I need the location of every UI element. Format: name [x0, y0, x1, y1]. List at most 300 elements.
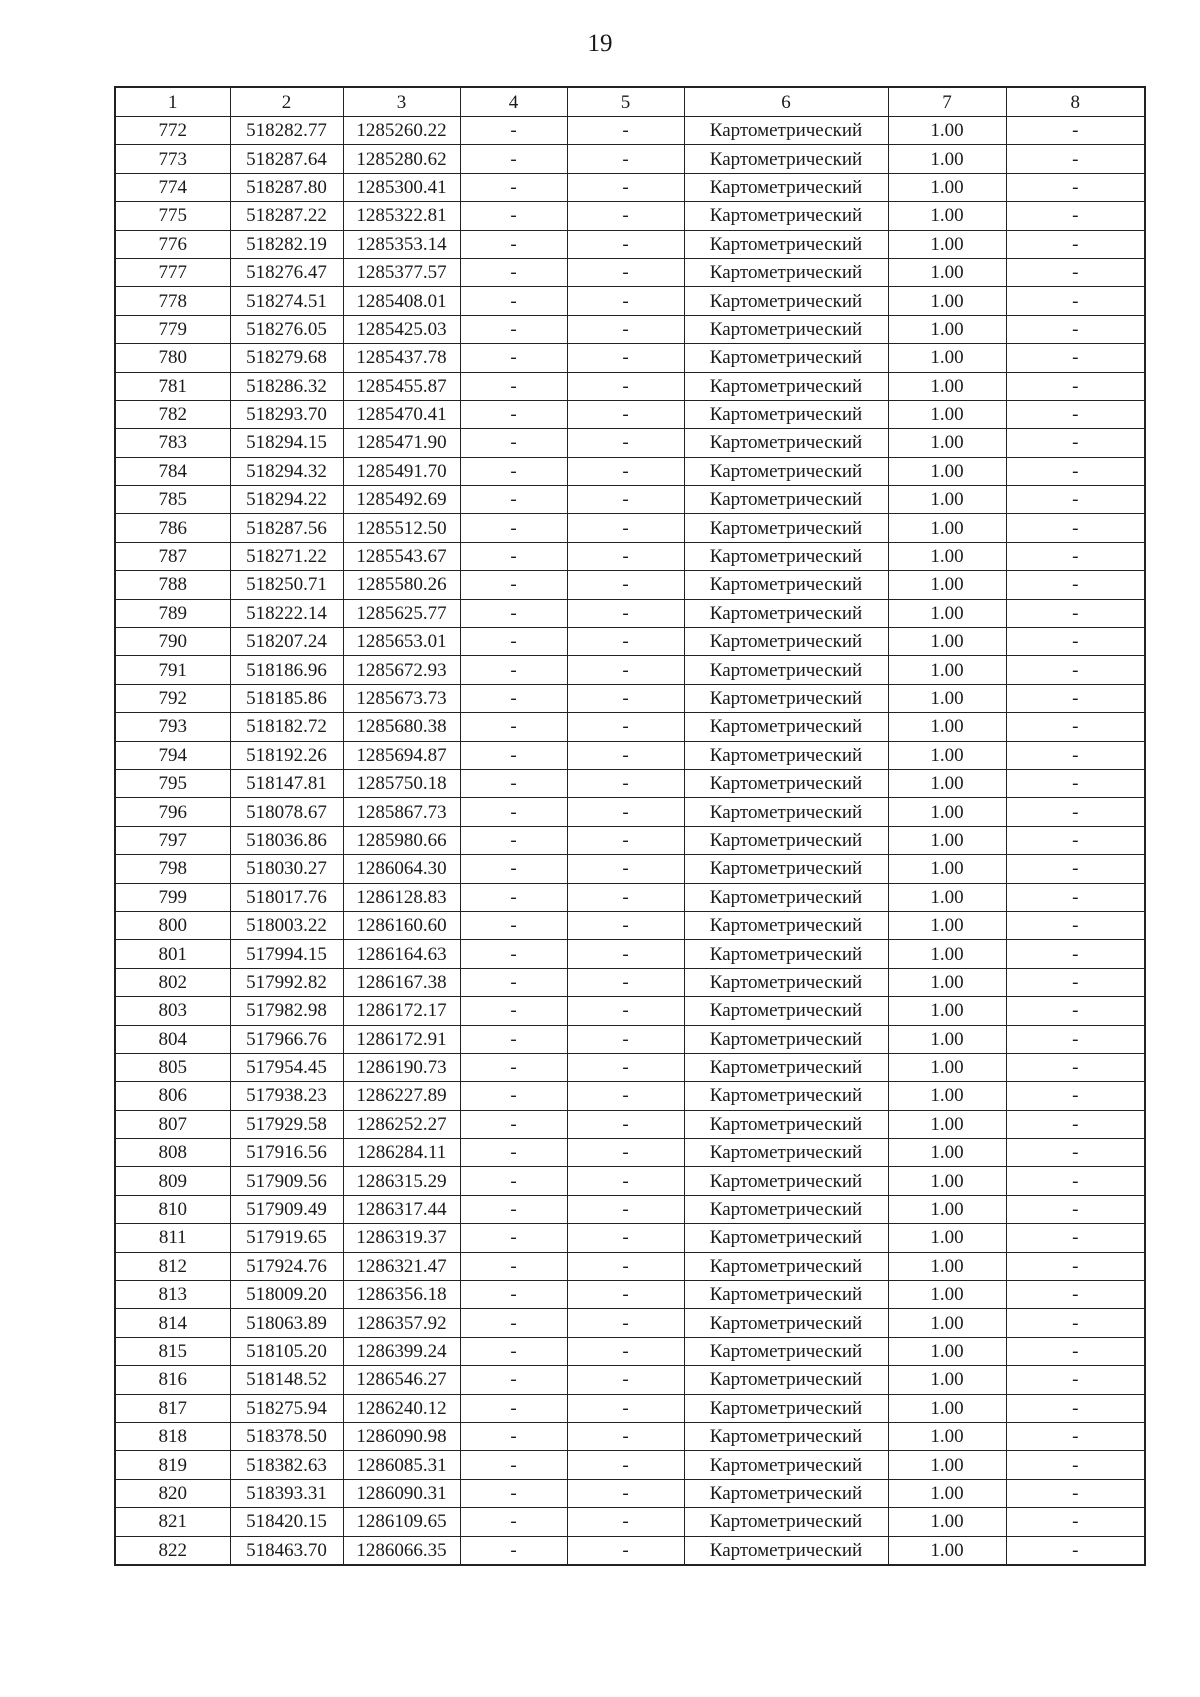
- cell-column-5: -: [567, 656, 684, 684]
- cell-column-8: -: [1006, 911, 1145, 939]
- cell-precision: 1.00: [888, 1110, 1006, 1138]
- cell-precision: 1.00: [888, 457, 1006, 485]
- cell-y-coordinate: 1285672.93: [343, 656, 460, 684]
- cell-point-number: 819: [115, 1451, 230, 1479]
- cell-x-coordinate: 517954.45: [230, 1053, 343, 1081]
- cell-point-number: 772: [115, 117, 230, 145]
- cell-x-coordinate: 517992.82: [230, 968, 343, 996]
- cell-y-coordinate: 1285425.03: [343, 315, 460, 343]
- cell-method: Картометрический: [684, 656, 888, 684]
- cell-point-number: 777: [115, 258, 230, 286]
- cell-method: Картометрический: [684, 684, 888, 712]
- cell-column-8: -: [1006, 429, 1145, 457]
- table-row: [115, 1536, 1145, 1565]
- cell-precision: 1.00: [888, 1025, 1006, 1053]
- cell-column-8: -: [1006, 1536, 1145, 1565]
- cell-precision: 1.00: [888, 1195, 1006, 1223]
- cell-column-5: -: [567, 571, 684, 599]
- cell-column-8: -: [1006, 1281, 1145, 1309]
- cell-x-coordinate: 518030.27: [230, 855, 343, 883]
- cell-x-coordinate: 518286.32: [230, 372, 343, 400]
- cell-precision: 1.00: [888, 656, 1006, 684]
- cell-x-coordinate: 518287.64: [230, 145, 343, 173]
- cell-point-number: 776: [115, 230, 230, 258]
- cell-precision: 1.00: [888, 1422, 1006, 1450]
- cell-x-coordinate: 518063.89: [230, 1309, 343, 1337]
- cell-point-number: 799: [115, 883, 230, 911]
- table-row: [115, 769, 1145, 797]
- cell-column-4: -: [460, 1366, 567, 1394]
- cell-column-5: -: [567, 429, 684, 457]
- cell-x-coordinate: 518282.19: [230, 230, 343, 258]
- cell-point-number: 821: [115, 1508, 230, 1536]
- cell-y-coordinate: 1286066.35: [343, 1536, 460, 1565]
- cell-column-8: -: [1006, 798, 1145, 826]
- cell-column-4: -: [460, 1337, 567, 1365]
- cell-x-coordinate: 517966.76: [230, 1025, 343, 1053]
- cell-point-number: 794: [115, 741, 230, 769]
- cell-column-8: -: [1006, 1366, 1145, 1394]
- cell-method: Картометрический: [684, 1508, 888, 1536]
- cell-column-5: -: [567, 826, 684, 854]
- cell-y-coordinate: 1285408.01: [343, 287, 460, 315]
- cell-column-8: -: [1006, 940, 1145, 968]
- cell-column-5: -: [567, 1025, 684, 1053]
- cell-column-8: -: [1006, 1337, 1145, 1365]
- cell-precision: 1.00: [888, 542, 1006, 570]
- cell-method: Картометрический: [684, 1337, 888, 1365]
- cell-x-coordinate: 518078.67: [230, 798, 343, 826]
- table-row: [115, 230, 1145, 258]
- cell-precision: 1.00: [888, 1394, 1006, 1422]
- cell-point-number: 783: [115, 429, 230, 457]
- cell-method: Картометрический: [684, 542, 888, 570]
- cell-column-8: -: [1006, 628, 1145, 656]
- table-row: [115, 1337, 1145, 1365]
- cell-precision: 1.00: [888, 1082, 1006, 1110]
- table-row: [115, 514, 1145, 542]
- table-row: [115, 713, 1145, 741]
- cell-column-8: -: [1006, 684, 1145, 712]
- cell-x-coordinate: 518148.52: [230, 1366, 343, 1394]
- cell-column-5: -: [567, 1536, 684, 1565]
- cell-x-coordinate: 518185.86: [230, 684, 343, 712]
- table-row: [115, 315, 1145, 343]
- cell-method: Картометрический: [684, 1053, 888, 1081]
- cell-y-coordinate: 1285491.70: [343, 457, 460, 485]
- cell-precision: 1.00: [888, 400, 1006, 428]
- cell-x-coordinate: 517938.23: [230, 1082, 343, 1110]
- cell-column-4: -: [460, 571, 567, 599]
- cell-column-4: -: [460, 202, 567, 230]
- cell-method: Картометрический: [684, 940, 888, 968]
- cell-column-8: -: [1006, 741, 1145, 769]
- cell-method: Картометрический: [684, 514, 888, 542]
- cell-point-number: 780: [115, 344, 230, 372]
- cell-column-8: -: [1006, 1422, 1145, 1450]
- cell-point-number: 802: [115, 968, 230, 996]
- cell-column-4: -: [460, 1195, 567, 1223]
- cell-y-coordinate: 1286399.24: [343, 1337, 460, 1365]
- cell-precision: 1.00: [888, 1479, 1006, 1507]
- cell-precision: 1.00: [888, 1337, 1006, 1365]
- cell-column-4: -: [460, 1536, 567, 1565]
- cell-precision: 1.00: [888, 769, 1006, 797]
- cell-method: Картометрический: [684, 1082, 888, 1110]
- cell-y-coordinate: 1286090.31: [343, 1479, 460, 1507]
- cell-method: Картометрический: [684, 117, 888, 145]
- table-row: [115, 883, 1145, 911]
- cell-method: Картометрический: [684, 230, 888, 258]
- table-row: [115, 628, 1145, 656]
- cell-column-5: -: [567, 798, 684, 826]
- table-row: [115, 1167, 1145, 1195]
- cell-column-4: -: [460, 855, 567, 883]
- cell-column-8: -: [1006, 173, 1145, 201]
- column-header-8: 8: [1006, 87, 1145, 117]
- cell-precision: 1.00: [888, 599, 1006, 627]
- cell-column-4: -: [460, 1252, 567, 1280]
- column-header-5: 5: [567, 87, 684, 117]
- cell-column-8: -: [1006, 117, 1145, 145]
- cell-method: Картометрический: [684, 145, 888, 173]
- cell-precision: 1.00: [888, 798, 1006, 826]
- cell-column-8: -: [1006, 1451, 1145, 1479]
- cell-y-coordinate: 1285260.22: [343, 117, 460, 145]
- cell-column-4: -: [460, 769, 567, 797]
- cell-method: Картометрический: [684, 1167, 888, 1195]
- cell-column-8: -: [1006, 1053, 1145, 1081]
- cell-column-4: -: [460, 1053, 567, 1081]
- cell-precision: 1.00: [888, 940, 1006, 968]
- cell-column-5: -: [567, 855, 684, 883]
- cell-column-8: -: [1006, 258, 1145, 286]
- cell-method: Картометрический: [684, 287, 888, 315]
- cell-column-5: -: [567, 968, 684, 996]
- cell-precision: 1.00: [888, 1224, 1006, 1252]
- table-row: [115, 457, 1145, 485]
- cell-precision: 1.00: [888, 1167, 1006, 1195]
- cell-point-number: 795: [115, 769, 230, 797]
- cell-precision: 1.00: [888, 997, 1006, 1025]
- cell-point-number: 814: [115, 1309, 230, 1337]
- cell-y-coordinate: 1286172.17: [343, 997, 460, 1025]
- cell-point-number: 803: [115, 997, 230, 1025]
- cell-column-5: -: [567, 1394, 684, 1422]
- cell-point-number: 808: [115, 1139, 230, 1167]
- cell-column-5: -: [567, 940, 684, 968]
- cell-x-coordinate: 518420.15: [230, 1508, 343, 1536]
- cell-column-5: -: [567, 1110, 684, 1138]
- cell-column-4: -: [460, 883, 567, 911]
- table-row: [115, 1110, 1145, 1138]
- cell-column-4: -: [460, 173, 567, 201]
- cell-y-coordinate: 1285377.57: [343, 258, 460, 286]
- cell-x-coordinate: 518003.22: [230, 911, 343, 939]
- cell-method: Картометрический: [684, 798, 888, 826]
- table-row: [115, 571, 1145, 599]
- cell-column-5: -: [567, 344, 684, 372]
- cell-method: Картометрический: [684, 1195, 888, 1223]
- cell-method: Картометрический: [684, 1422, 888, 1450]
- cell-column-5: -: [567, 230, 684, 258]
- cell-precision: 1.00: [888, 315, 1006, 343]
- table-row: [115, 997, 1145, 1025]
- cell-y-coordinate: 1285322.81: [343, 202, 460, 230]
- cell-point-number: 774: [115, 173, 230, 201]
- cell-method: Картометрический: [684, 1366, 888, 1394]
- table-row: [115, 1422, 1145, 1450]
- cell-method: Картометрический: [684, 1394, 888, 1422]
- table-row: [115, 1082, 1145, 1110]
- cell-x-coordinate: 518378.50: [230, 1422, 343, 1450]
- cell-precision: 1.00: [888, 1536, 1006, 1565]
- cell-column-4: -: [460, 486, 567, 514]
- cell-y-coordinate: 1286167.38: [343, 968, 460, 996]
- cell-x-coordinate: 518222.14: [230, 599, 343, 627]
- cell-point-number: 810: [115, 1195, 230, 1223]
- cell-column-8: -: [1006, 400, 1145, 428]
- cell-y-coordinate: 1286356.18: [343, 1281, 460, 1309]
- cell-column-5: -: [567, 1195, 684, 1223]
- cell-column-8: -: [1006, 826, 1145, 854]
- cell-point-number: 811: [115, 1224, 230, 1252]
- cell-x-coordinate: 518293.70: [230, 400, 343, 428]
- cell-x-coordinate: 518287.56: [230, 514, 343, 542]
- cell-method: Картометрический: [684, 400, 888, 428]
- cell-column-5: -: [567, 769, 684, 797]
- cell-point-number: 798: [115, 855, 230, 883]
- cell-precision: 1.00: [888, 826, 1006, 854]
- cell-y-coordinate: 1285980.66: [343, 826, 460, 854]
- cell-column-4: -: [460, 287, 567, 315]
- cell-y-coordinate: 1285280.62: [343, 145, 460, 173]
- cell-y-coordinate: 1286284.11: [343, 1139, 460, 1167]
- cell-y-coordinate: 1286160.60: [343, 911, 460, 939]
- cell-precision: 1.00: [888, 855, 1006, 883]
- cell-y-coordinate: 1286190.73: [343, 1053, 460, 1081]
- cell-column-8: -: [1006, 372, 1145, 400]
- table-header-row: [115, 87, 1145, 117]
- cell-precision: 1.00: [888, 1366, 1006, 1394]
- cell-x-coordinate: 518250.71: [230, 571, 343, 599]
- cell-column-5: -: [567, 486, 684, 514]
- cell-x-coordinate: 518294.15: [230, 429, 343, 457]
- cell-column-8: -: [1006, 1479, 1145, 1507]
- cell-column-8: -: [1006, 769, 1145, 797]
- cell-x-coordinate: 518274.51: [230, 287, 343, 315]
- cell-column-4: -: [460, 798, 567, 826]
- cell-point-number: 785: [115, 486, 230, 514]
- cell-point-number: 805: [115, 1053, 230, 1081]
- cell-column-4: -: [460, 514, 567, 542]
- cell-x-coordinate: 518182.72: [230, 713, 343, 741]
- cell-precision: 1.00: [888, 344, 1006, 372]
- cell-method: Картометрический: [684, 571, 888, 599]
- cell-y-coordinate: 1286252.27: [343, 1110, 460, 1138]
- cell-column-8: -: [1006, 542, 1145, 570]
- cell-precision: 1.00: [888, 713, 1006, 741]
- cell-column-4: -: [460, 230, 567, 258]
- cell-x-coordinate: 517919.65: [230, 1224, 343, 1252]
- table-row: [115, 1281, 1145, 1309]
- cell-column-8: -: [1006, 1167, 1145, 1195]
- cell-column-8: -: [1006, 457, 1145, 485]
- cell-method: Картометрический: [684, 457, 888, 485]
- cell-column-5: -: [567, 1224, 684, 1252]
- cell-precision: 1.00: [888, 429, 1006, 457]
- cell-method: Картометрический: [684, 911, 888, 939]
- table-row: [115, 202, 1145, 230]
- table-row: [115, 1252, 1145, 1280]
- cell-x-coordinate: 518017.76: [230, 883, 343, 911]
- cell-point-number: 791: [115, 656, 230, 684]
- cell-point-number: 812: [115, 1252, 230, 1280]
- cell-column-4: -: [460, 1422, 567, 1450]
- cell-precision: 1.00: [888, 486, 1006, 514]
- table-row: [115, 287, 1145, 315]
- table-row: [115, 855, 1145, 883]
- table-row: [115, 344, 1145, 372]
- table-row: [115, 1025, 1145, 1053]
- cell-method: Картометрический: [684, 997, 888, 1025]
- cell-method: Картометрический: [684, 1451, 888, 1479]
- cell-y-coordinate: 1285694.87: [343, 741, 460, 769]
- cell-point-number: 781: [115, 372, 230, 400]
- cell-point-number: 796: [115, 798, 230, 826]
- table-row: [115, 1195, 1145, 1223]
- cell-method: Картометрический: [684, 1025, 888, 1053]
- cell-x-coordinate: 517909.56: [230, 1167, 343, 1195]
- cell-y-coordinate: 1285455.87: [343, 372, 460, 400]
- cell-method: Картометрический: [684, 173, 888, 201]
- table-row: [115, 1309, 1145, 1337]
- cell-precision: 1.00: [888, 1451, 1006, 1479]
- cell-column-5: -: [567, 1053, 684, 1081]
- cell-column-4: -: [460, 1110, 567, 1138]
- cell-y-coordinate: 1285543.67: [343, 542, 460, 570]
- cell-point-number: 784: [115, 457, 230, 485]
- column-header-6: 6: [684, 87, 888, 117]
- cell-method: Картометрический: [684, 1309, 888, 1337]
- cell-column-8: -: [1006, 656, 1145, 684]
- cell-column-4: -: [460, 457, 567, 485]
- cell-x-coordinate: 518276.47: [230, 258, 343, 286]
- cell-column-5: -: [567, 1167, 684, 1195]
- cell-y-coordinate: 1285580.26: [343, 571, 460, 599]
- cell-column-4: -: [460, 1139, 567, 1167]
- cell-column-8: -: [1006, 968, 1145, 996]
- cell-point-number: 778: [115, 287, 230, 315]
- page-number: 19: [587, 30, 613, 57]
- cell-column-5: -: [567, 883, 684, 911]
- cell-method: Картометрический: [684, 769, 888, 797]
- cell-x-coordinate: 518276.05: [230, 315, 343, 343]
- cell-y-coordinate: 1285470.41: [343, 400, 460, 428]
- cell-column-4: -: [460, 713, 567, 741]
- cell-column-8: -: [1006, 1224, 1145, 1252]
- cell-column-4: -: [460, 1281, 567, 1309]
- cell-column-4: -: [460, 826, 567, 854]
- cell-column-4: -: [460, 1025, 567, 1053]
- cell-column-5: -: [567, 1366, 684, 1394]
- table-row: [115, 400, 1145, 428]
- cell-precision: 1.00: [888, 514, 1006, 542]
- table-row: [115, 968, 1145, 996]
- cell-method: Картометрический: [684, 968, 888, 996]
- table-row: [115, 1366, 1145, 1394]
- cell-x-coordinate: 518271.22: [230, 542, 343, 570]
- cell-x-coordinate: 518186.96: [230, 656, 343, 684]
- cell-column-4: -: [460, 315, 567, 343]
- cell-column-8: -: [1006, 230, 1145, 258]
- cell-method: Картометрический: [684, 344, 888, 372]
- cell-y-coordinate: 1285437.78: [343, 344, 460, 372]
- cell-precision: 1.00: [888, 202, 1006, 230]
- table-row: [115, 145, 1145, 173]
- cell-column-5: -: [567, 911, 684, 939]
- cell-column-4: -: [460, 1479, 567, 1507]
- cell-point-number: 804: [115, 1025, 230, 1053]
- cell-column-4: -: [460, 628, 567, 656]
- cell-x-coordinate: 517929.58: [230, 1110, 343, 1138]
- cell-precision: 1.00: [888, 628, 1006, 656]
- cell-y-coordinate: 1286317.44: [343, 1195, 460, 1223]
- cell-point-number: 809: [115, 1167, 230, 1195]
- table-row: [115, 940, 1145, 968]
- cell-method: Картометрический: [684, 826, 888, 854]
- cell-column-5: -: [567, 1082, 684, 1110]
- cell-column-4: -: [460, 1309, 567, 1337]
- table-row: [115, 798, 1145, 826]
- cell-y-coordinate: 1286227.89: [343, 1082, 460, 1110]
- cell-column-4: -: [460, 344, 567, 372]
- cell-column-4: -: [460, 911, 567, 939]
- table-row: [115, 1053, 1145, 1081]
- cell-point-number: 801: [115, 940, 230, 968]
- cell-column-5: -: [567, 997, 684, 1025]
- table-row: [115, 117, 1145, 145]
- table-row: [115, 1224, 1145, 1252]
- cell-column-4: -: [460, 258, 567, 286]
- cell-x-coordinate: 518294.22: [230, 486, 343, 514]
- cell-y-coordinate: 1286319.37: [343, 1224, 460, 1252]
- cell-y-coordinate: 1286164.63: [343, 940, 460, 968]
- cell-point-number: 788: [115, 571, 230, 599]
- cell-point-number: 807: [115, 1110, 230, 1138]
- cell-column-5: -: [567, 315, 684, 343]
- cell-y-coordinate: 1286357.92: [343, 1309, 460, 1337]
- cell-y-coordinate: 1286546.27: [343, 1366, 460, 1394]
- cell-column-8: -: [1006, 145, 1145, 173]
- cell-x-coordinate: 517994.15: [230, 940, 343, 968]
- cell-point-number: 790: [115, 628, 230, 656]
- cell-y-coordinate: 1285680.38: [343, 713, 460, 741]
- cell-column-5: -: [567, 1422, 684, 1450]
- cell-precision: 1.00: [888, 372, 1006, 400]
- cell-y-coordinate: 1286315.29: [343, 1167, 460, 1195]
- cell-y-coordinate: 1286172.91: [343, 1025, 460, 1053]
- cell-point-number: 779: [115, 315, 230, 343]
- cell-method: Картометрический: [684, 1252, 888, 1280]
- cell-point-number: 806: [115, 1082, 230, 1110]
- cell-column-5: -: [567, 117, 684, 145]
- cell-column-5: -: [567, 713, 684, 741]
- coordinates-table: [114, 86, 1146, 1566]
- cell-column-8: -: [1006, 1309, 1145, 1337]
- cell-x-coordinate: 517982.98: [230, 997, 343, 1025]
- cell-y-coordinate: 1286064.30: [343, 855, 460, 883]
